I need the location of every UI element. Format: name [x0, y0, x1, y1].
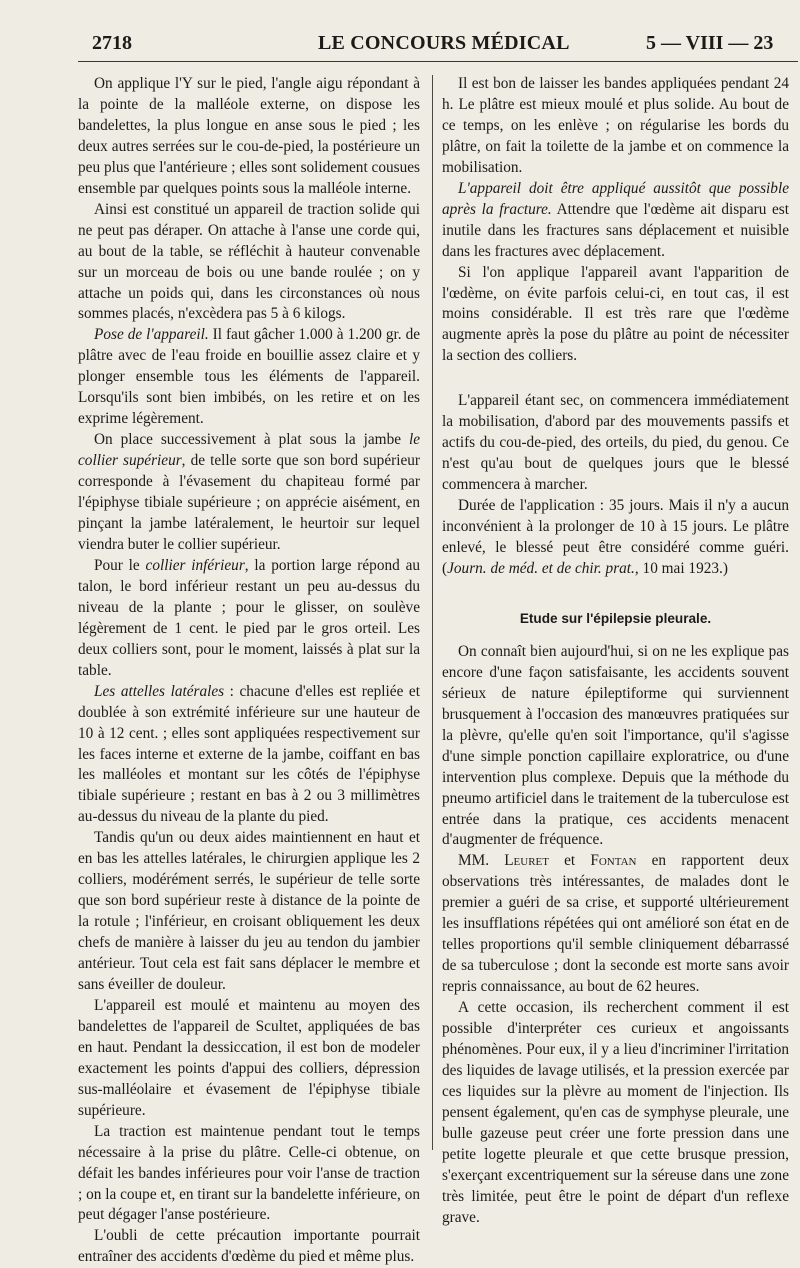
paragraph: Si l'on applique l'appareil avant l'apparition de l'œdème, on évite parfois celui-ci, en tout cas, il est moins considérable. Il est très rare que l'œdème augmente après la pose du plâtre au point de nécessiter la section des colliers. [442, 263, 789, 365]
paragraph-lead: Pose de l'appareil. [94, 326, 209, 344]
column-divider [432, 75, 433, 1150]
paragraph: On applique l'Y sur le pied, l'angle aigu répondant à la pointe de la malléole externe, on dispose les bandelettes, la plus longue en anse sous le pied ; les deux autres serrées sur le cou-de-pied, la postérieure un peu plus que l'antérieure ; elles sont solidement cousues ensemble par quelques points sous la malléole interne. [78, 75, 420, 197]
paragraph: On connaît bien aujourd'hui, si on ne les explique pas encore d'une façon satisfaisante, les accidents souvent sérieux de nature épileptiforme qui surviennent brusquement à l'occasion des manœuvres pratiquées sur la plèvre, qu'elle qu'en soit l'importance, qu'il s'agisse d'une simple ponction capillaire exploratrice, ou d'une intervention plus complexe. Depuis que la méthode du pneumo artificiel dans le traitement de la tuberculose est entrée dans la pratique, ces accidents menacent d'augmenter de fréquence. [442, 642, 789, 849]
paragraph: Pour le collier inférieur, la portion large répond au talon, le bord inférieur restant un peu au-dessus du niveau de la plante ; pour le glisser, on soulève légèrement de 1 cent. le pied par le gros orteil. Les deux colliers sont, pour le moment, laissés à plat sur la table. [78, 556, 421, 679]
paragraph: Durée de l'application : 35 jours. Mais il n'y a aucun inconvénient à la prolonger de 10 à 15 jours. Le plâtre enlevé, le blessé peut être considéré comme guéri. (Journ. de méd. et de chir. prat., 10 mai 1923.) [442, 497, 789, 577]
paragraph: La traction est maintenue pendant tout le temps nécessaire à la prise du plâtre. Celle-ci obtenue, on défait les bandes inférieures pour voir l'anse de traction ; on la coupe et, en tirant sur la bandelette inférieure, on peut dégager l'anse postérieure. [78, 1122, 420, 1224]
journal-title: LE CONCOURS MÉDICAL [318, 32, 570, 54]
issue-date: 5 — VIII — 23 [646, 32, 774, 54]
author-name: Fontan [590, 852, 637, 870]
paragraph: Ainsi est constitué un appareil de traction solide qui ne peut pas déraper. On attache à l'anse une corde qui, au bout de la table, se réfléchit à hauteur convenable sur un morceau de bois ou une bande roulée ; on y attache un poids qui, dans les circonstances où nous sommes placés, n'excèdera pas 5 à 6 kilogs. [78, 200, 420, 323]
paragraph: L'appareil est moulé et maintenu au moyen des bandelettes de l'appareil de Scultet, appliquées de bas en haut. Pendant la dessiccation, il est bon de modeler exactement les points d'appui des colliers, dépression sus-malléolaire et évasement de l'épiphyse tibiale supérieure. [78, 996, 420, 1119]
paragraph: Tandis qu'un ou deux aides maintiennent en haut et en bas les attelles latérales, le chirurgien applique les 2 colliers, modérément serrés, le supérieur de telle sorte que son bord supérieur reste à distance de la pointe de la rotule ; l'inférieur, en croisant obliquement les deux chefs de manière à laisser du jeu au tendon du jambier antérieur. Tout cela est fait sans déplacer le membre et sans éveiller de douleur. [78, 829, 420, 993]
paragraph: L'oubli de cette précaution importante pourrait entraîner des accidents d'œdème du pied et même plus. [78, 1227, 420, 1266]
paragraph: Pose de l'appareil. Il faut gâcher 1.000 à 1.200 gr. de plâtre avec de l'eau froide en bouillie assez claire et y plonger ensemble tous les éléments de l'appareil. Lorsqu'ils sont bien imbibés, on les retire et on les exprime légèrement. [78, 326, 421, 428]
section-heading: Etude sur l'épilepsie pleurale. [519, 610, 712, 626]
paragraph: A cette occasion, ils recherchent comment il est possible d'interpréter ces curieux et angoissants phénomènes. Pour eux, il y a lieu d'incriminer l'irritation des liquides de lavage utilisés, et la pression exercée par ces liquides sur la plèvre au moment de l'injection. Ils pensent également, qu'en cas de symphyse pleurale, une bulle gazeuse peut créer une forte pression dans une petite logette pleurale et que cette brusque pression, s'exerçant excentriquement sur la séreuse dans une zone très limitée, peut être le point de départ d'un reflexe grave. [442, 999, 789, 1226]
right-column [442, 74, 789, 1229]
paragraph: MM. Leuret et Fontan en rapportent deux observations très intéressantes, de malades dont le premier a guéri de sa crise, et supporté ultérieurement les insufflations répétées qui ont amélioré son état en de telles proportions qu'il semble cliniquement débarrassé de sa tuberculose ; dont la seconde est morte sans avoir repris connaissance, au bout de 62 heures. [442, 852, 789, 996]
left-column [78, 74, 420, 1268]
paragraph: L'appareil étant sec, on commencera immédiatement la mobilisation, d'abord par des mouvements passifs et actifs du cou-de-pied, des orteils, du pied, du genou. Ce n'est qu'au bout de quelques jours que le blessé commencera à marcher. [442, 392, 789, 494]
author-name: Leuret [504, 852, 549, 870]
page-number: 2718 [92, 32, 132, 54]
paragraph: Il est bon de laisser les bandes appliquées pendant 24 h. Le plâtre est mieux moulé et plus solide. Au bout de ce temps, on les enlève ; on régularise les bords du plâtre, on fait la toilette de la jambe et on commence la mobilisation. [442, 75, 789, 176]
paragraph: L'appareil doit être appliqué aussitôt que possible après la fracture. Attendre que l'œdème ait disparu est inutile dans les fractures sans déplacement et nuisible dans les fractures avec déplacement. [442, 179, 790, 260]
paragraph: Les attelles latérales : chacune d'elles est repliée et doublée à son extrémité inférieure sur une hauteur de 10 à 12 cent. ; elles sont appliquées respectivement sur les faces interne et externe de la jambe, coiffant en bas les malléoles et montant sur les côtés de l'épiphyse tibiale supérieure ; restant en bas à 2 ou 3 millimètres au-dessus du niveau de la plante du pied. [78, 682, 420, 826]
header-rule [78, 61, 798, 62]
paragraph: On place successivement à plat sous la jambe le collier supérieur, de telle sorte que son bord supérieur corresponde à l'évasement du chapiteau formé par l'épiphyse tibiale supérieure ; on apprécie aisément, en pinçant la jambe latéralement, le heurtoir sur lequel viendra buter le collier supérieur. [78, 431, 420, 553]
page-header [0, 30, 800, 58]
